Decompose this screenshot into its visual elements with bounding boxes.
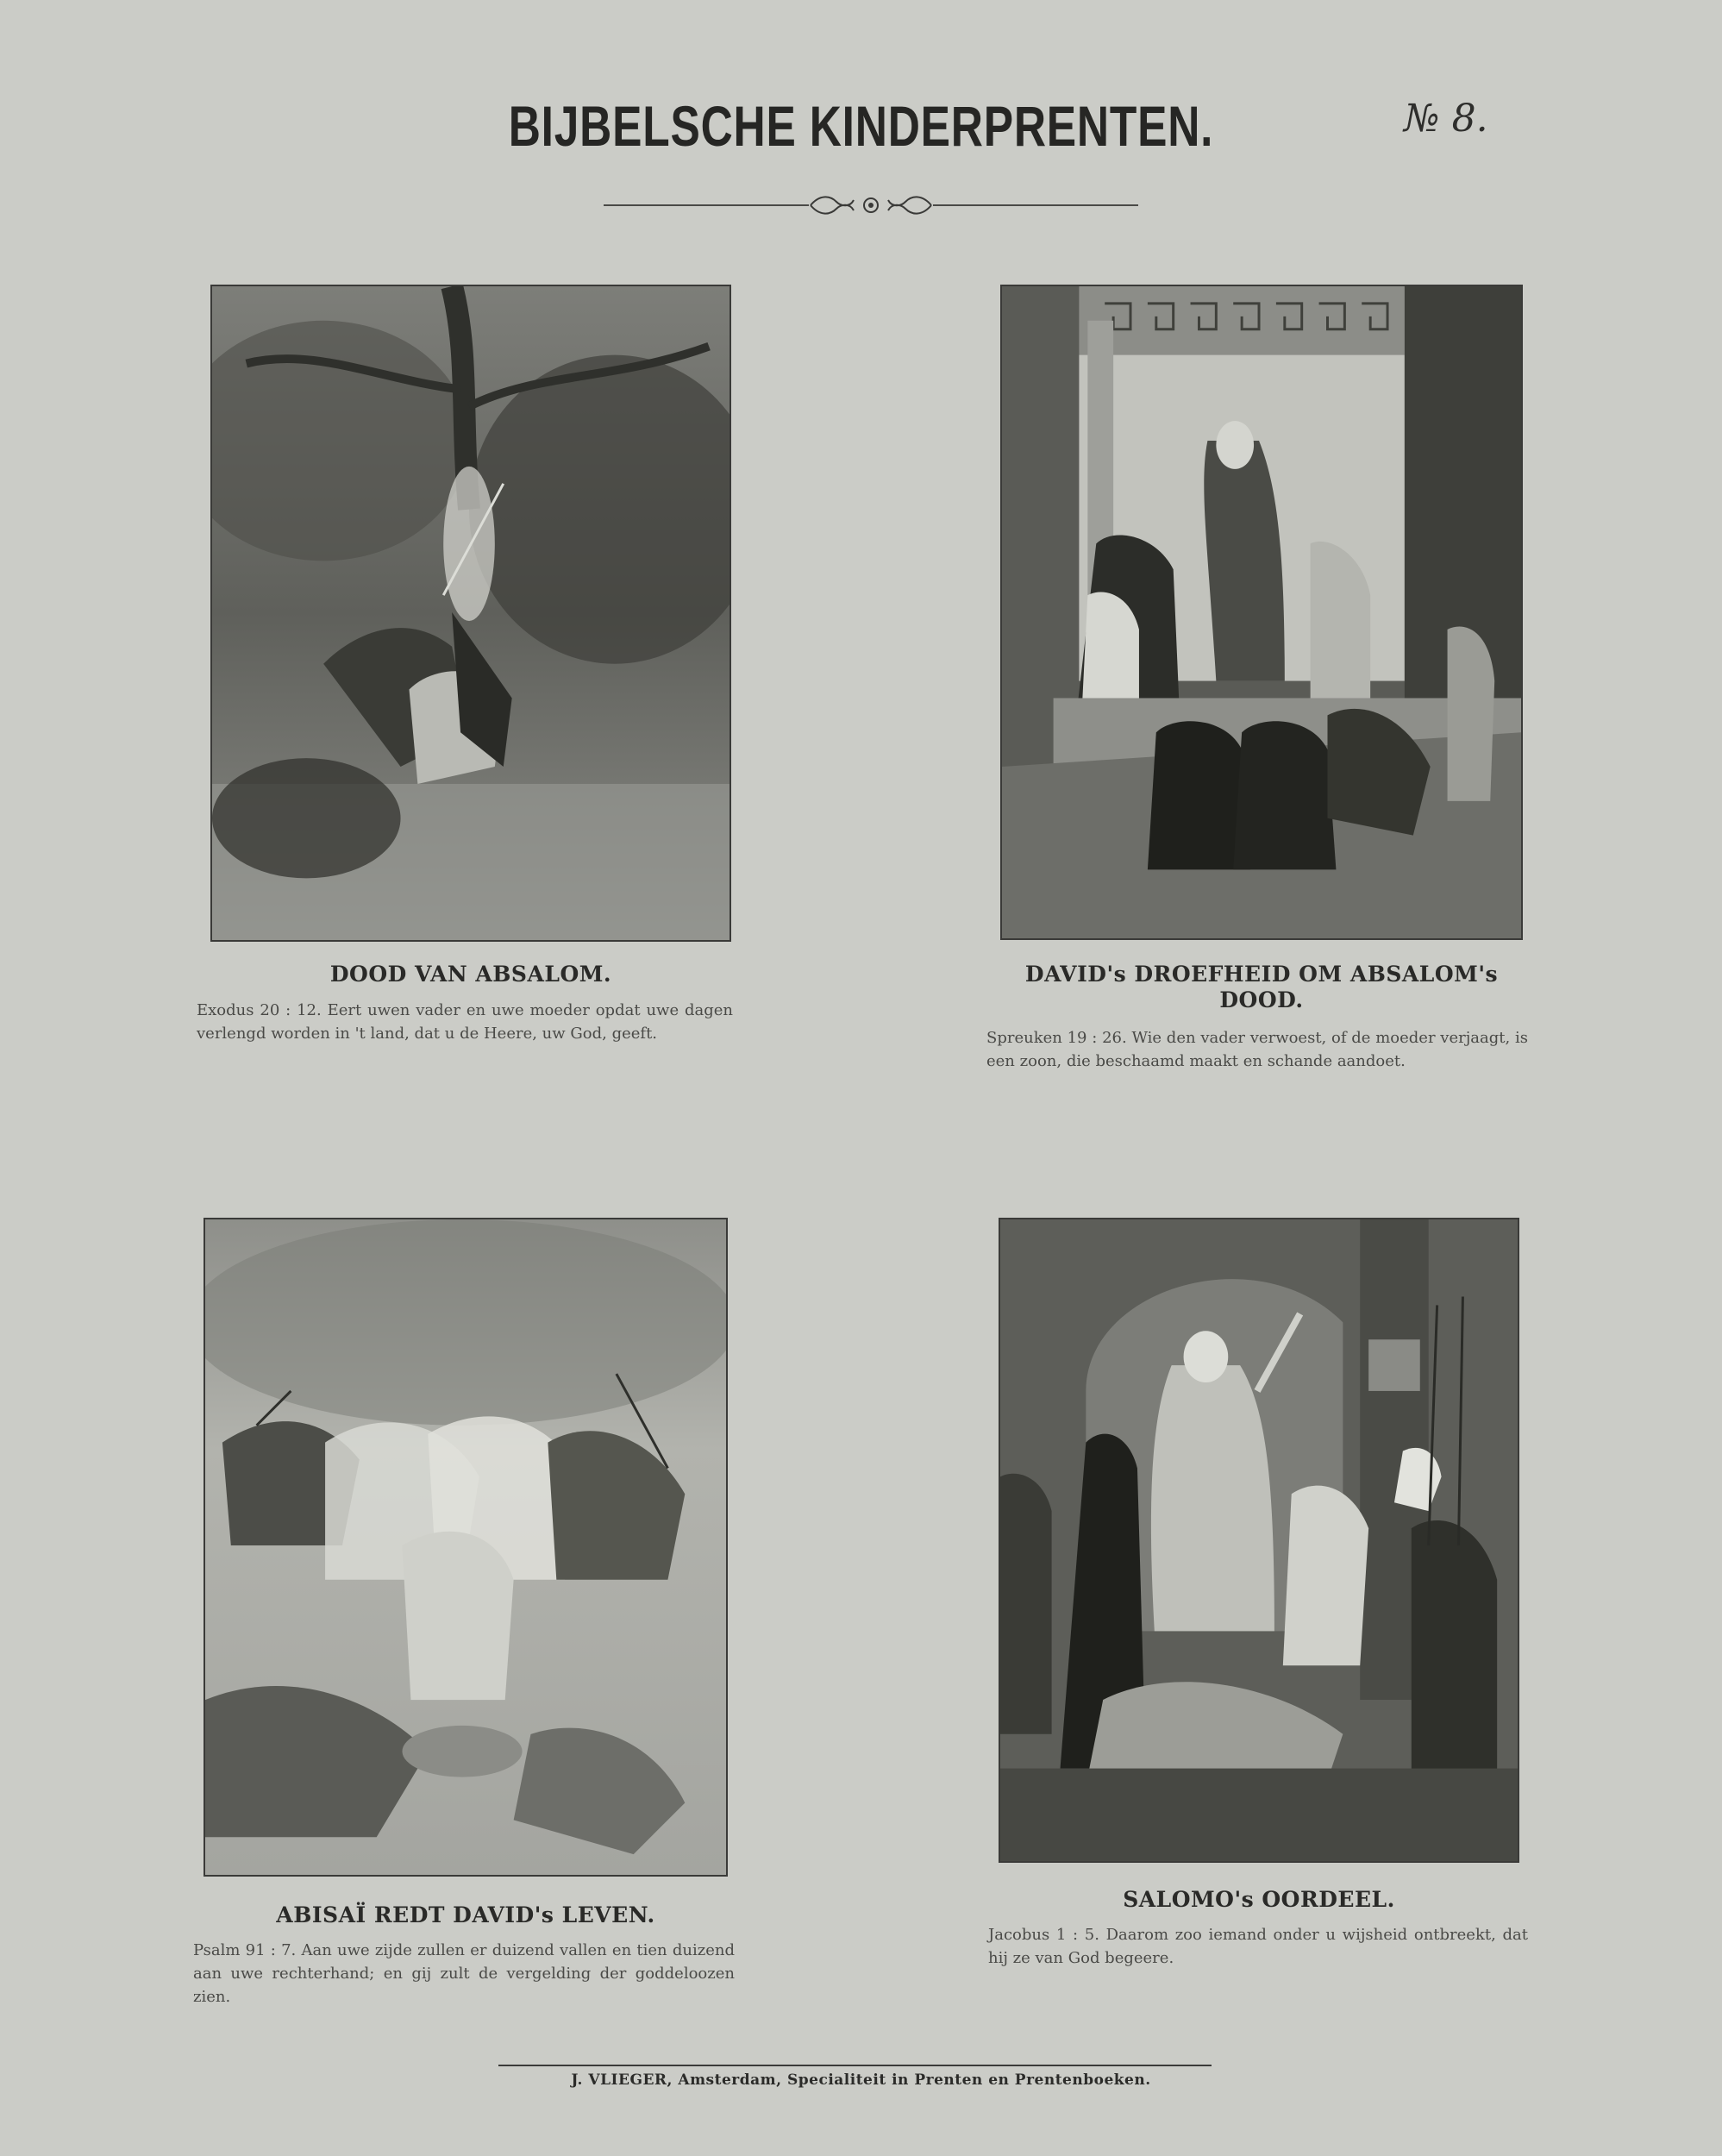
verse-plate-3: Psalm 91 : 7. Aan uwe zijde zullen er duizend vallen en tien duizend aan uwe rechterhand; en gij zult de vergelding der goddeloozen zien. [193,1941,735,2006]
caption-plate-3: ABISAÏ REDT DAVID's LEVEN. [276,1902,655,1927]
footer-rule [498,2065,1212,2066]
caption-plate-2: DAVID's DROEFHEID OM ABSALOM's DOOD. [1024,962,1499,1012]
caption-plate-4: SALOMO's OORDEEL. [1123,1887,1395,1912]
print-number: № 8. [1404,97,1488,141]
page-title: BIJBELSCHE KINDERPRENTEN. [508,94,1214,158]
caption-plate-1: DOOD VAN ABSALOM. [329,962,612,987]
verse-plate-4: Jacobus 1 : 5. Daarom zoo iemand onder u wijsheid ontbreekt, dat hij ze van God begeere. [988,1926,1528,1967]
engraving-dood-van-absalom [210,285,731,942]
ornament-divider-icon [604,188,1138,222]
engraving-davids-droefheid [1000,285,1523,940]
engraving-abisai-redt-david [204,1218,728,1877]
engraving-salomos-oordeel [999,1218,1519,1863]
verse-plate-2: Spreuken 19 : 26. Wie den vader verwoest, of de moeder verjaagt, is een zoon, die beschaamd maakt en schande aandoet. [986,1029,1528,1070]
verse-plate-1: Exodus 20 : 12. Eert uwen vader en uwe moeder opdat uwe dagen verlengd worden in 't land, dat u de Heere, uw God, geeft. [197,1001,733,1043]
publisher-footer: J. VLIEGER, Amsterdam, Specialiteit in Prenten en Prentenboeken. [571,2071,1151,2089]
